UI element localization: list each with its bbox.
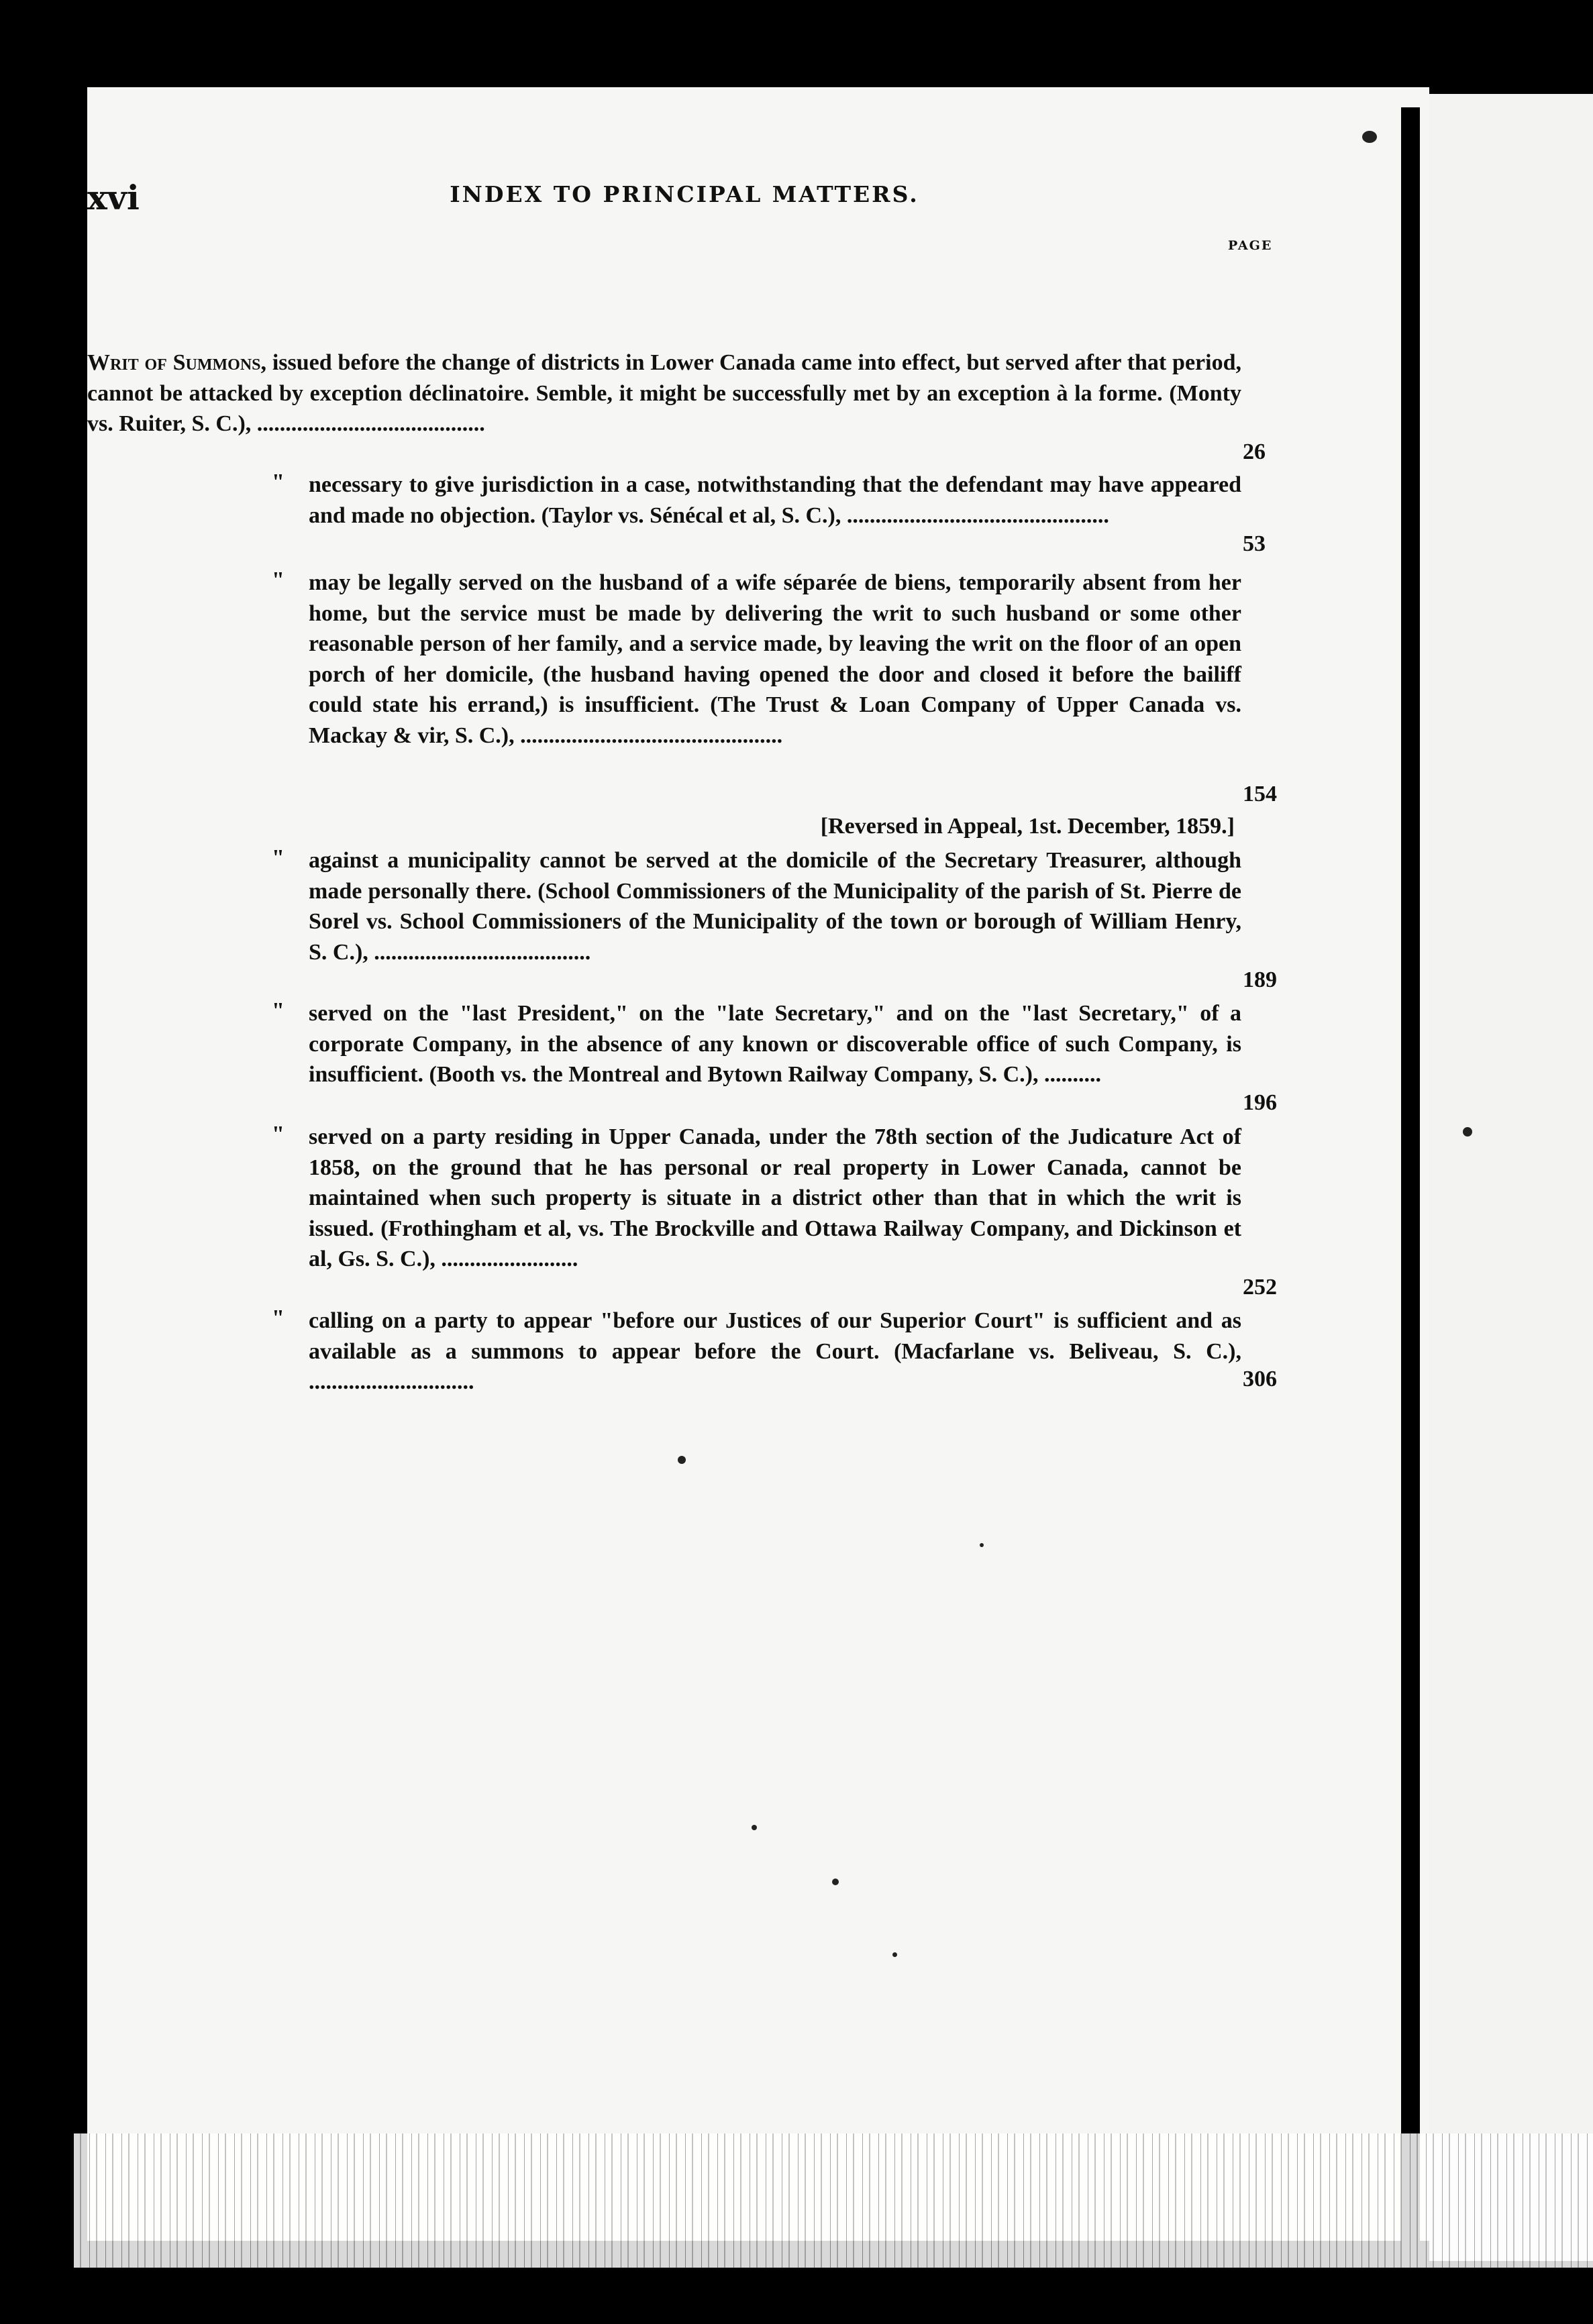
entry-text: issued before the change of districts in Lower Canada came into effect, but served after that period, cannot be attacked by exception déclinatoire. Semble, it might be successfully met by an exception à la forme. (Monty vs. Ruiter, S. C.), ........................................ (87, 350, 1241, 436)
entry-heading: Writ of Summons, (87, 350, 267, 375)
scan-speck (1362, 131, 1377, 143)
index-entry: calling on a party to appear "before our Justices of our Superior Court" is sufficient and as available as a summons to appear before the Court. (Macfarlane vs. Beliveau, S. C.), ............................. (309, 1308, 1241, 1394)
index-entry: may be legally served on the husband of a wife séparée de biens, temporarily absent from her home, but the service must be made by delivering the writ to such husband or some other reasonable person of her family, and a service made, by leaving the writ on the floor of an open porch of her domicile, (the husband having opened the door and closed it before the bailiff could state his errand,) is insufficient. (The Trust & Loan Company of Upper Canada vs. Mackay & vir, S. C.), .............................................. (309, 570, 1241, 748)
entry-page-number: 189 (1243, 967, 1277, 992)
running-title: INDEX TO PRINCIPAL MATTERS. (450, 181, 919, 207)
index-entry: against a municipality cannot be served at the domicile of the Secretary Treasurer, although made personally there. (School Commissioners of the Municipality of the parish of St. Pierre de Sorel vs. School Commissioners of the Municipality of the town or borough of William Henry, S. C.), ...................................... (309, 848, 1241, 965)
folio-number: xvi (87, 178, 140, 217)
ditto-mark: " (272, 568, 285, 592)
scan-speck (832, 1879, 839, 1885)
entry-page-number: 196 (1243, 1090, 1277, 1115)
scan-speck (1463, 1127, 1472, 1137)
index-entry: served on a party residing in Upper Canada, under the 78th section of the Judicature Act of 1858, on the ground that he has personal or real property in Lower Canada, cannot be maintained when such property is situate in a district other than that in which the writ is issued. (Frothingham et al, vs. The Brockville and Ottawa Railway Company, and Dickinson et al, Gs. S. C.), ........................ (309, 1124, 1241, 1271)
ditto-mark: " (272, 1306, 285, 1330)
ditto-mark: " (272, 845, 285, 870)
entry-page-number: 154 (1243, 782, 1277, 806)
entry-page-number: 53 (1243, 531, 1266, 556)
scan-speck (678, 1456, 686, 1464)
ditto-mark: " (272, 470, 285, 494)
entry-page-number: 306 (1243, 1367, 1277, 1391)
scan-speck (980, 1543, 984, 1547)
index-entry: necessary to give jurisdiction in a case, notwithstanding that the defendant may have appeared and made no objection. (Taylor vs. Sénécal et al, S. C.), .............................................. (309, 472, 1241, 528)
scan-speck (892, 1952, 897, 1957)
index-entry (87, 348, 1241, 439)
index-entry: served on the "last President," on the "late Secretary," and on the "last Secretary," of a corporate Company, in the absence of any known or discoverable office of such Company, is insufficient. (Booth vs. the Montreal and Bytown Railway Company, S. C.), .......... (309, 1001, 1241, 1087)
entry-page-number: 252 (1243, 1275, 1277, 1300)
scan-speck (752, 1825, 757, 1830)
page-column-label: PAGE (1228, 238, 1273, 253)
ditto-mark: " (272, 998, 285, 1023)
entry-page-number: 26 (1243, 439, 1266, 464)
ditto-mark: " (272, 1122, 285, 1147)
appeal-note: [Reversed in Appeal, 1st. December, 1859.] (820, 814, 1235, 839)
